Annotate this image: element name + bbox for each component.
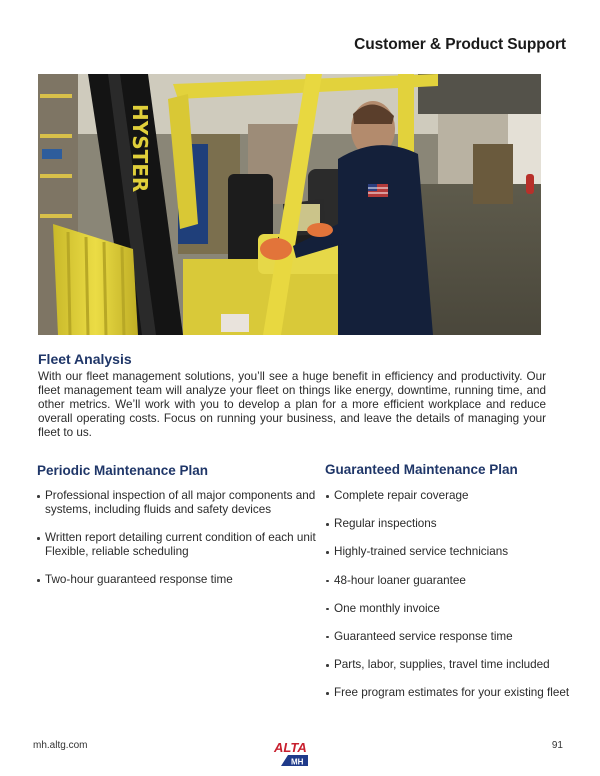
periodic-plan-heading: Periodic Maintenance Plan — [37, 463, 209, 478]
forklift-technician-image — [38, 74, 541, 335]
hyster-brand-text: HYSTER — [128, 104, 152, 193]
hero-photo — [38, 74, 541, 335]
logo-alta-text: ALTA — [274, 740, 307, 755]
guaranteed-plan-list — [326, 489, 586, 715]
alta-mh-logo — [272, 740, 312, 767]
fleet-analysis-body: With our fleet management solutions, you’ll see a huge benefit in efficiency and productivity. Our fleet management team will analyze your fleet on things like energy, downtime, running time, and other metrics. We’ll work with you to develop a plan for a more efficient workplace and reduce overall operating costs. Focus on running your business, and leave the details of managing your fleet to us. — [38, 370, 546, 439]
list-item: Written report detailing current condition of each unit Flexible, reliable scheduling — [37, 531, 317, 559]
list-item: One monthly invoice — [326, 602, 586, 616]
list-item: Guaranteed service response time — [326, 630, 586, 644]
page-number: 91 — [551, 740, 563, 751]
list-item: Professional inspection of all major components and systems, including fluids and safety devices — [37, 489, 317, 517]
page-header-title: Customer & Product Support — [354, 36, 566, 53]
logo-mh-text: MH — [291, 757, 304, 767]
list-item: Parts, labor, supplies, travel time included — [326, 658, 586, 672]
guaranteed-plan-heading: Guaranteed Maintenance Plan — [325, 462, 518, 477]
list-item: 48-hour loaner guarantee — [326, 574, 586, 588]
list-item: Complete repair coverage — [326, 489, 586, 503]
fleet-analysis-heading: Fleet Analysis — [38, 351, 132, 367]
footer-url: mh.altg.com — [33, 740, 88, 751]
list-item: Regular inspections — [326, 517, 586, 531]
list-item: Two-hour guaranteed response time — [37, 573, 317, 587]
list-item: Highly-trained service technicians — [326, 545, 586, 559]
periodic-plan-list — [37, 489, 317, 601]
list-item: Free program estimates for your existing fleet — [326, 686, 586, 700]
